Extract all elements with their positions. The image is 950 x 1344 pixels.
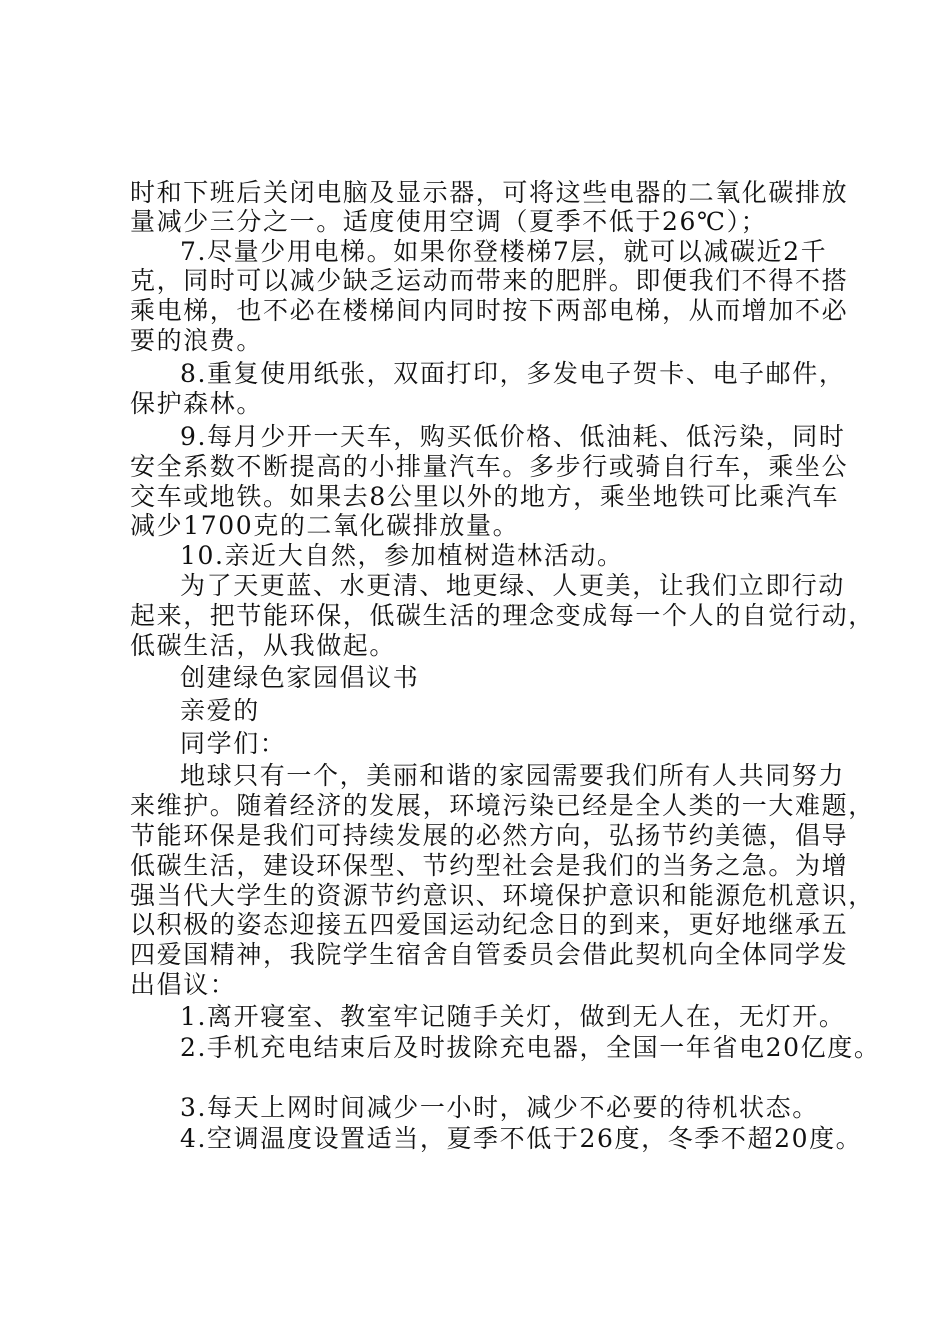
list-item-3: 3.每天上网时间减少一小时，减少不必要的待机状态。 xyxy=(180,1093,819,1122)
list-item-7: 7.尽量少用电梯。如果你登楼梯7层，就可以减碳近2千 xyxy=(180,237,828,266)
text-line: 以积极的姿态迎接五四爱国运动纪念日的到来，更好地继承五 xyxy=(130,910,849,939)
salutation-line: 亲爱的 xyxy=(180,696,260,725)
list-item-10: 10.亲近大自然，参加植树造林活动。 xyxy=(180,541,624,570)
paragraph-start: 为了天更蓝、水更清、地更绿、人更美，让我们立即行动 xyxy=(180,571,846,600)
text-line: 保护森林。 xyxy=(130,389,264,418)
paragraph-start: 地球只有一个，美丽和谐的家园需要我们所有人共同努力 xyxy=(180,761,846,790)
text-line: 低碳生活，从我做起。 xyxy=(130,631,397,660)
list-item-9: 9.每月少开一天车，购买低价格、低油耗、低污染，同时 xyxy=(180,422,846,451)
text-line: 要的浪费。 xyxy=(130,326,264,355)
text-line: 四爱国精神，我院学生宿舍自管委员会借此契机向全体同学发 xyxy=(130,940,849,969)
text-line: 低碳生活，建设环保型、节约型社会是我们的当务之急。为增 xyxy=(130,851,849,880)
text-line: 安全系数不断提高的小排量汽车。多步行或骑自行车，乘坐公 xyxy=(130,452,849,481)
list-item-4: 4.空调温度设置适当，夏季不低于26度，冬季不超20度。 xyxy=(180,1124,863,1153)
text-line: 起来，把节能环保，低碳生活的理念变成每一个人的自觉行动， xyxy=(130,601,875,630)
text-line: 交车或地铁。如果去8公里以外的地方，乘坐地铁可比乘汽车 xyxy=(130,482,840,511)
list-item-1: 1.离开寝室、教室牢记随手关灯，做到无人在，无灯开。 xyxy=(180,1002,846,1031)
text-line: 强当代大学生的资源节约意识、环境保护意识和能源危机意识， xyxy=(130,881,875,910)
text-line: 克，同时可以减少缺乏运动而带来的肥胖。即便我们不得不搭 xyxy=(130,266,849,295)
document-heading: 创建绿色家园倡议书 xyxy=(180,663,420,692)
text-line: 来维护。随着经济的发展，环境污染已经是全人类的一大难题， xyxy=(130,791,875,820)
salutation-line: 同学们： xyxy=(180,729,287,758)
text-line: 出倡议： xyxy=(130,970,237,999)
text-line: 量减少三分之一。适度使用空调（夏季不低于26℃）； xyxy=(130,207,768,236)
text-line: 乘电梯，也不必在楼梯间内同时按下两部电梯，从而增加不必 xyxy=(130,296,849,325)
list-item-8: 8.重复使用纸张，双面打印，多发电子贺卡、电子邮件， xyxy=(180,359,846,388)
text-line: 时和下班后关闭电脑及显示器，可将这些电器的二氧化碳排放 xyxy=(130,178,849,207)
text-line: 减少1700克的二氧化碳排放量。 xyxy=(130,511,520,540)
text-line: 节能环保是我们可持续发展的必然方向，弘扬节约美德，倡导 xyxy=(130,821,849,850)
list-item-2: 2.手机充电结束后及时拔除充电器，全国一年省电20亿度。 xyxy=(180,1033,881,1062)
